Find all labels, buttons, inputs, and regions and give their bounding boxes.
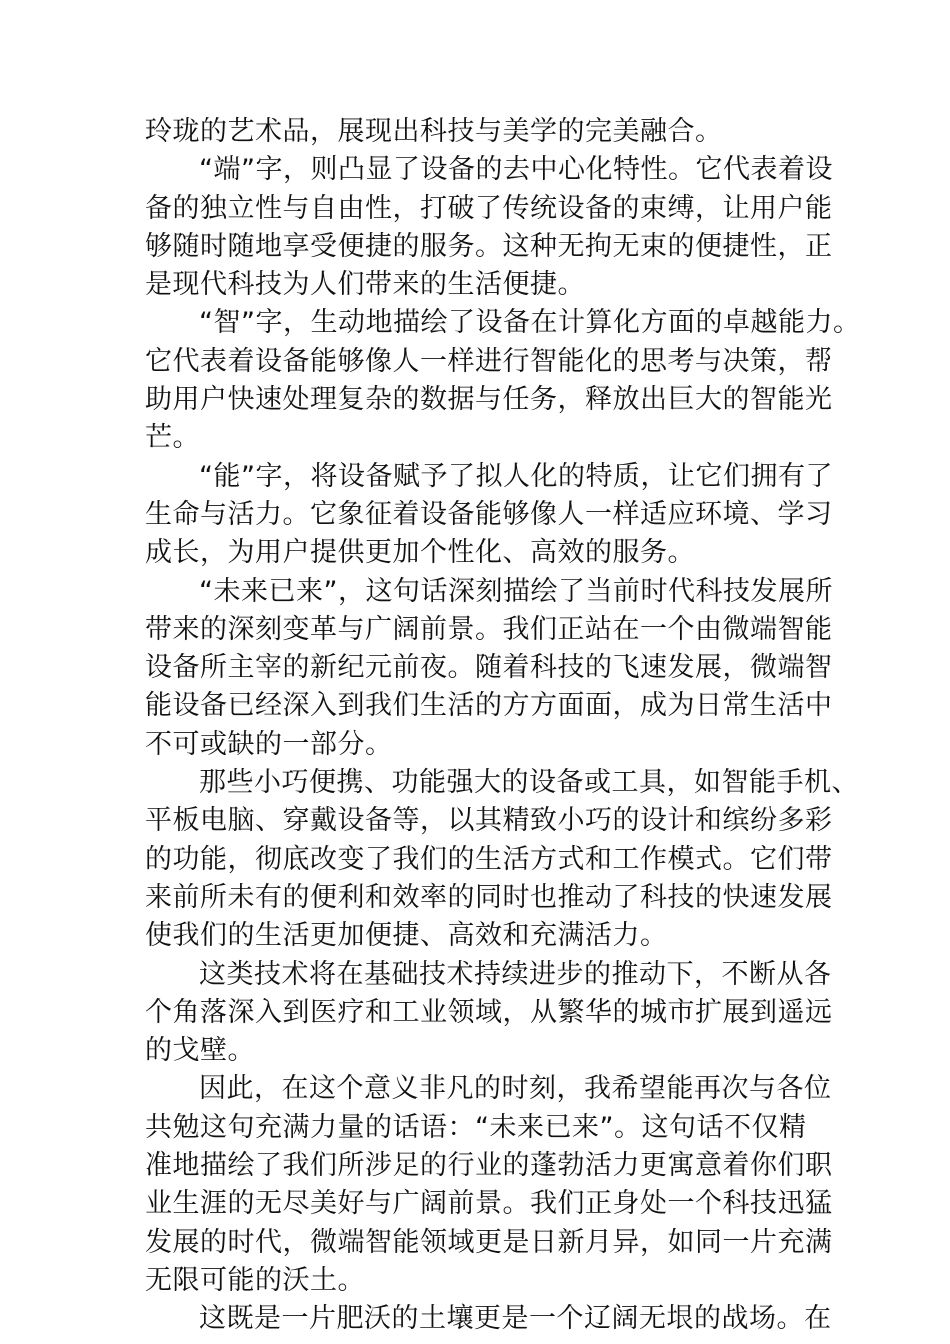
paragraph-first-line: “未来已来”，这句话深刻描绘了当前时代科技发展所 xyxy=(199,575,833,607)
text-line: 业生涯的无尽美好与广阔前景。我们正身处一个科技迅猛 xyxy=(145,1188,833,1220)
text-line: 设备所主宰的新纪元前夜。随着科技的飞速发展，微端智 xyxy=(145,652,833,684)
text-line: 无限可能的沃土。 xyxy=(145,1264,365,1296)
text-line: 共勉这句充满力量的话语：“未来已来”。这句话不仅精 xyxy=(145,1111,807,1143)
text-line: 带来的深刻变革与广阔前景。我们正站在一个由微端智能 xyxy=(145,613,833,645)
paragraph-first-line: 因此，在这个意义非凡的时刻，我希望能再次与各位 xyxy=(199,1073,832,1105)
text-line: 备的独立性与自由性，打破了传统设备的束缚，让用户能 xyxy=(145,192,833,224)
paragraph-first-line: 那些小巧便携、功能强大的设备或工具，如智能手机、 xyxy=(199,767,859,799)
paragraph-first-line: “端”字，则凸显了设备的去中心化特性。它代表着设 xyxy=(199,154,833,186)
text-line: 不可或缺的一部分。 xyxy=(145,728,393,760)
text-line: 的戈壁。 xyxy=(145,1035,255,1067)
paragraph-first-line: “智”字，生动地描绘了设备在计算化方面的卓越能力。 xyxy=(199,307,861,339)
text-line: 使我们的生活更加便捷、高效和充满活力。 xyxy=(145,920,668,952)
text-line: 成长，为用户提供更加个性化、高效的服务。 xyxy=(145,537,695,569)
text-line: 来前所未有的便利和效率的同时也推动了科技的快速发展 xyxy=(145,881,833,913)
paragraph-first-line: “能”字，将设备赋予了拟人化的特质，让它们拥有了 xyxy=(199,460,833,492)
text-line: 个角落深入到医疗和工业领域，从繁华的城市扩展到遥远 xyxy=(145,996,833,1028)
text-line: 发展的时代，微端智能领域更是日新月异，如同一片充满 xyxy=(145,1226,833,1258)
text-line: 准地描绘了我们所涉足的行业的蓬勃活力更寓意着你们职 xyxy=(145,1150,833,1182)
text-line: 玲珑的艺术品，展现出科技与美学的完美融合。 xyxy=(145,116,723,147)
text-line: 的功能，彻底改变了我们的生活方式和工作模式。它们带 xyxy=(145,843,833,875)
text-line: 能设备已经深入到我们生活的方方面面，成为日常生活中 xyxy=(145,690,833,722)
paragraph-first-line: 这类技术将在基础技术持续进步的推动下，不断从各 xyxy=(199,958,832,990)
text-line: 够随时随地享受便捷的服务。这种无拘无束的便捷性，正 xyxy=(145,230,833,262)
text-line: 芒。 xyxy=(145,422,200,454)
text-line: 是现代科技为人们带来的生活便捷。 xyxy=(145,269,585,301)
paragraph-first-line: 这既是一片肥沃的土壤更是一个辽阔无垠的战场。在 xyxy=(199,1303,832,1335)
text-line: 助用户快速处理复杂的数据与任务，释放出巨大的智能光 xyxy=(145,384,833,416)
text-line: 生命与活力。它象征着设备能够像人一样适应环境、学习 xyxy=(145,498,833,530)
body-text xyxy=(145,113,861,1339)
text-line: 平板电脑、穿戴设备等，以其精致小巧的设计和缤纷多彩 xyxy=(145,805,833,837)
text-line: 它代表着设备能够像人一样进行智能化的思考与决策，帮 xyxy=(145,345,833,377)
